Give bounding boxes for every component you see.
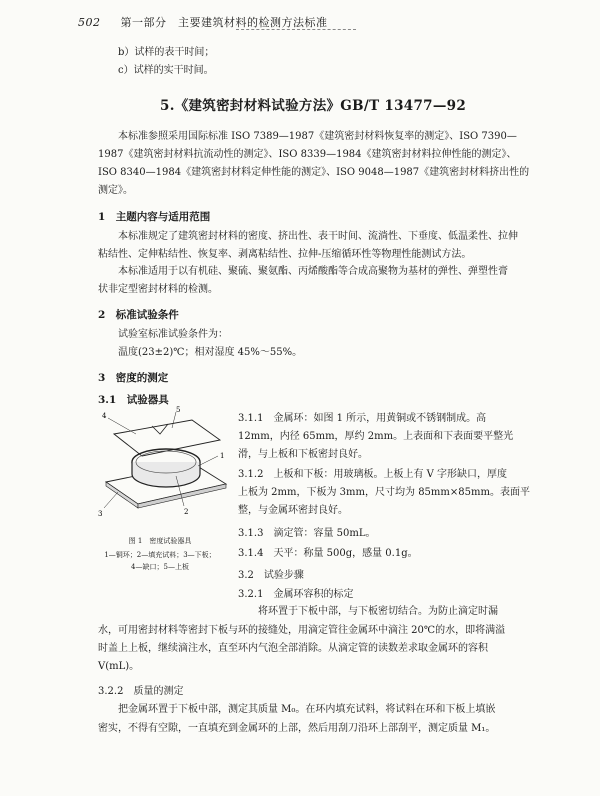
s1-line-4: 状非定型密封材料的检测。 — [98, 284, 218, 295]
s2-line-2: 温度(23±2)℃；相对湿度 45%～55%。 — [118, 347, 303, 358]
leader-5 — [172, 412, 176, 428]
header-underline — [236, 29, 356, 30]
lower-plate-edge-side — [138, 484, 226, 508]
figure-1 — [96, 404, 236, 530]
s314-line: 3.1.4 天平：称量 500g，感量 0.1g。 — [238, 548, 418, 559]
running-title: 第一部分 主要建筑材料的检测方法标准 — [120, 16, 328, 29]
s322-line-2: 密实，不得有空隙，一直填充到金属环的上部，然后用刮刀沿环上部刮平，测定质量 M₁。 — [98, 723, 496, 734]
label-2: 2 — [184, 508, 189, 516]
s313-line: 3.1.3 滴定管：容量 50mL。 — [238, 528, 376, 539]
figure-caption: 图 1 密度试验器具 — [128, 537, 192, 545]
s2-line-1: 试验室标准试验条件为： — [118, 329, 228, 340]
s312-line-2: 上板为 2mm，下板为 3mm，尺寸均为 85mm×85mm。表面平 — [238, 487, 530, 498]
s321-line-4: V(mL)。 — [98, 661, 140, 672]
s31-heading: 3.1 试验器具 — [98, 394, 169, 406]
intro-line-1: 本标准参照采用国际标准 ISO 7389—1987《建筑密封材料恢复率的测定》、ISO 7390— — [118, 131, 517, 142]
s32-heading: 3.2 试验步骤 — [238, 570, 304, 581]
s311-line-3: 滑，与上板和下板密封良好。 — [238, 449, 368, 460]
item-b: b）试样的表干时间； — [118, 47, 215, 58]
s3-heading: 3 密度的测定 — [98, 372, 169, 384]
s322-line-1: 把金属环置于下板中部，测定其质量 M₀。在环内填充试料，将试料在环和下板上填嵌 — [118, 704, 496, 715]
s321-heading: 3.2.1 金属环容积的标定 — [238, 589, 354, 600]
s312-line-3: 整，与金属环密封良好。 — [238, 505, 348, 516]
s311-line-2: 12mm，内径 65mm，厚约 2mm。上表面和下表面要平整光 — [238, 431, 514, 442]
s321-line-1: 将环置于下板中部，与下板密切结合。为防止滴定时漏 — [258, 606, 498, 617]
s1-line-2: 粘结性、定伸粘结性、恢复率、剥离粘结性、拉伸-压缩循环性等物理性能测试方法。 — [98, 249, 472, 260]
running-header — [78, 14, 328, 30]
leader-1 — [198, 456, 218, 466]
item-c: c）试样的实干时间。 — [118, 65, 214, 76]
leader-4 — [108, 418, 136, 434]
s311-line-1: 3.1.1 金属环：如图 1 所示，用黄铜或不锈钢制成。高 — [238, 413, 487, 424]
figure-legend-1: 1—铜环；2—填充试料；3—下板； — [104, 551, 216, 559]
s312-line-1: 3.1.2 上板和下板：用玻璃板。上板上有 V 字形缺口，厚度 — [238, 469, 508, 480]
s322-heading: 3.2.2 质量的测定 — [98, 686, 184, 697]
label-1: 1 — [220, 452, 225, 460]
label-4: 4 — [102, 412, 107, 420]
s1-line-3: 本标准适用于以有机硅、聚硫、聚氨酯、丙烯酸酯等合成高聚物为基材的弹性、弹塑性膏 — [118, 266, 508, 277]
s321-line-3: 时盖上上板，继续滴注水，直至环内气泡全部消除。从滴定管的读数差求取金属环的容积 — [98, 643, 488, 654]
lower-plate-edge-front — [106, 482, 138, 508]
s1-line-1: 本标准规定了建筑密封材料的密度、挤出性、表干时间、流淌性、下垂度、低温柔性、拉伸 — [118, 231, 518, 242]
density-apparatus-drawing — [96, 404, 236, 530]
intro-line-4: 测定》。 — [98, 185, 133, 196]
leader-3 — [104, 492, 118, 508]
intro-line-2: 1987《建筑密封材料抗流动性的测定》、ISO 8339—1984《建筑密封材料拉伸性能的测定》、 — [98, 149, 517, 160]
label-3: 3 — [98, 510, 103, 518]
s321-line-2: 水，可用密封材料等密封下板与环的接缝处，用滴定管往金属环中滴注 20℃的水，即将满溢 — [98, 625, 506, 636]
intro-line-3: ISO 8340—1984《建筑密封材料定伸性能的测定》、ISO 9048—1987《建筑密封材料挤出性的 — [98, 167, 530, 178]
s2-heading: 2 标准试验条件 — [98, 309, 179, 321]
s1-heading: 1 主题内容与适用范围 — [98, 211, 211, 223]
page-number: 502 — [78, 16, 101, 29]
figure-legend-2: 4—缺口；5—上板 — [131, 563, 189, 571]
ring-body — [132, 462, 200, 487]
section-title: 5.《建筑密封材料试验方法》GB/T 13477—92 — [160, 98, 467, 114]
label-5: 5 — [176, 406, 181, 414]
